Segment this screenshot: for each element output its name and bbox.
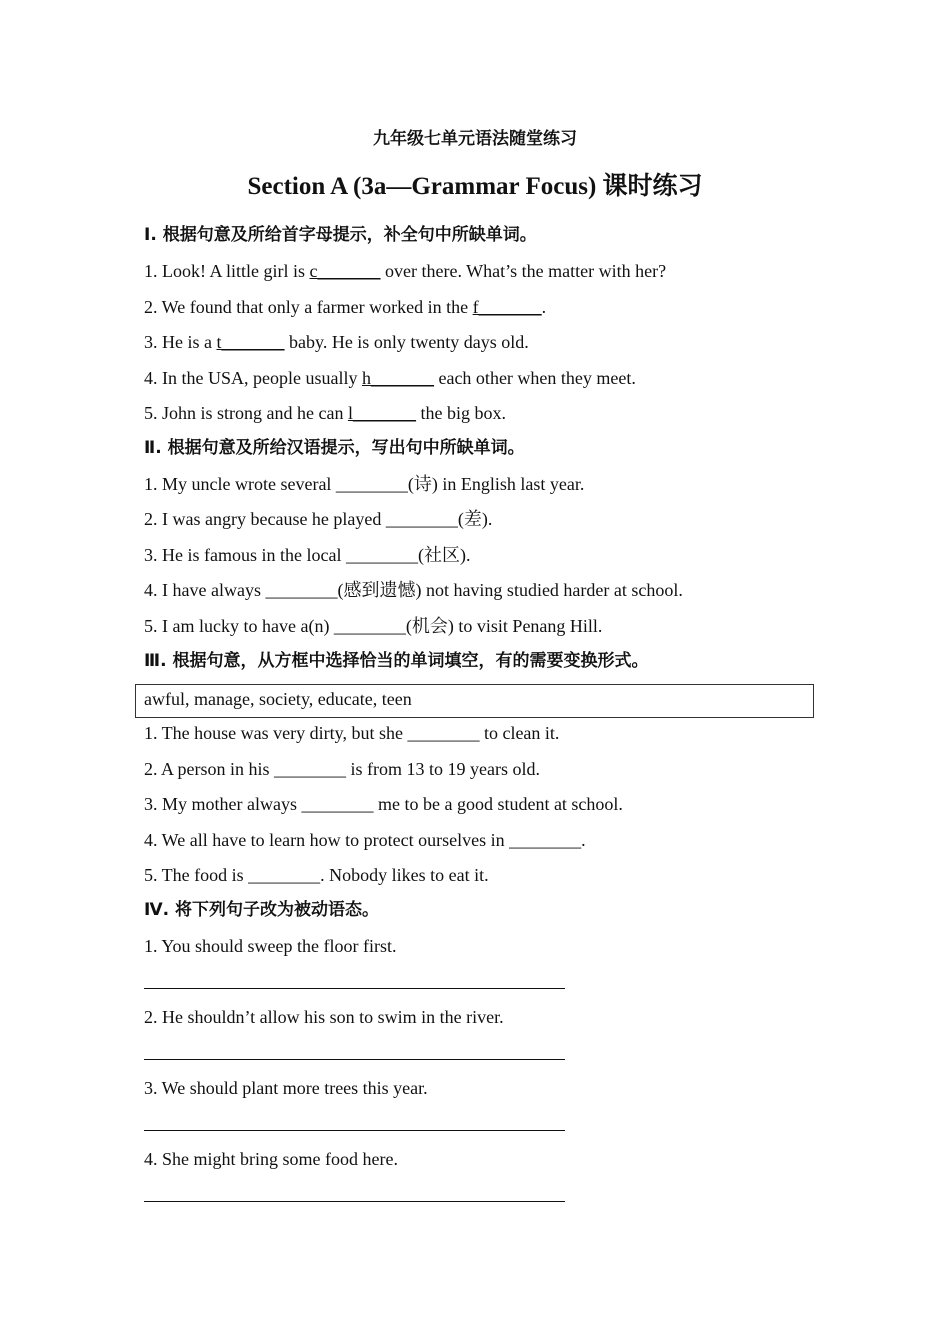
- item-text: 3. He is a: [144, 332, 217, 352]
- item-text: 2. We found that only a farmer worked in the: [144, 297, 473, 317]
- word-box-text: awful, manage, society, educate, teen: [144, 689, 412, 709]
- worksheet-title: Section A (3a—Grammar Focus) 课时练习: [247, 173, 703, 200]
- blank-hint: t_______: [216, 332, 285, 352]
- section-3-item-5: 5. The food is ________. Nobody likes to eat it.: [144, 865, 489, 885]
- section-2-item-2: 2. I was angry because he played ________(差).: [144, 509, 493, 529]
- item-text: 4. In the USA, people usually: [144, 368, 362, 388]
- section-4-heading: Ⅳ. 将下列句子改为被动语态。: [144, 900, 380, 920]
- worksheet-subtitle: 九年级七单元语法随堂练习: [373, 129, 577, 149]
- section-1-item-2: [144, 295, 546, 319]
- blank-hint: f_______: [472, 297, 542, 317]
- item-text: over there. What’s the matter with her?: [380, 261, 667, 281]
- section-2-item-1: 1. My uncle wrote several ________(诗) in English last year.: [144, 474, 585, 494]
- section-2-item-3: 3. He is famous in the local ________(社区).: [144, 545, 471, 565]
- section-1-item-5: [144, 401, 506, 425]
- word-box: [135, 684, 814, 718]
- section-2-item-4: 4. I have always ________(感到遗憾) not having studied harder at school.: [144, 580, 683, 600]
- answer-line: [144, 1201, 565, 1202]
- item-text: baby. He is only twenty days old.: [284, 332, 529, 352]
- item-text: 1. Look! A little girl is: [144, 261, 310, 281]
- section-3-item-4: 4. We all have to learn how to protect ourselves in ________.: [144, 830, 586, 850]
- section-2-item-5: 5. I am lucky to have a(n) ________(机会) to visit Penang Hill.: [144, 616, 603, 636]
- section-4-item-1: 1. You should sweep the floor first.: [144, 936, 397, 956]
- section-1-item-1: [144, 259, 666, 283]
- item-text: .: [541, 297, 547, 317]
- item-text: 5. John is strong and he can: [144, 403, 348, 423]
- section-3-heading: Ⅲ. 根据句意，从方框中选择恰当的单词填空，有的需要变换形式。: [144, 651, 649, 671]
- answer-line: [144, 988, 565, 989]
- section-4-item-2: 2. He shouldn’t allow his son to swim in the river.: [144, 1007, 504, 1027]
- blank-hint: h_______: [361, 368, 434, 388]
- item-text: each other when they meet.: [433, 368, 636, 388]
- blank-hint: l_______: [347, 403, 416, 423]
- section-1-item-3: [144, 330, 529, 354]
- section-1-heading: Ⅰ. 根据句意及所给首字母提示，补全句中所缺单词。: [144, 225, 537, 245]
- blank-hint: c_______: [309, 261, 381, 281]
- section-1-item-4: [144, 366, 636, 390]
- section-3-item-2: 2. A person in his ________ is from 13 to 19 years old.: [144, 759, 540, 779]
- section-4-item-3: 3. We should plant more trees this year.: [144, 1078, 428, 1098]
- item-text: the big box.: [415, 403, 506, 423]
- section-3-item-1: 1. The house was very dirty, but she ________ to clean it.: [144, 723, 560, 743]
- section-3-item-3: 3. My mother always ________ me to be a good student at school.: [144, 794, 623, 814]
- answer-line: [144, 1059, 565, 1060]
- section-2-heading: Ⅱ. 根据句意及所给汉语提示，写出句中所缺单词。: [144, 438, 525, 458]
- answer-line: [144, 1130, 565, 1131]
- section-4-item-4: 4. She might bring some food here.: [144, 1149, 398, 1169]
